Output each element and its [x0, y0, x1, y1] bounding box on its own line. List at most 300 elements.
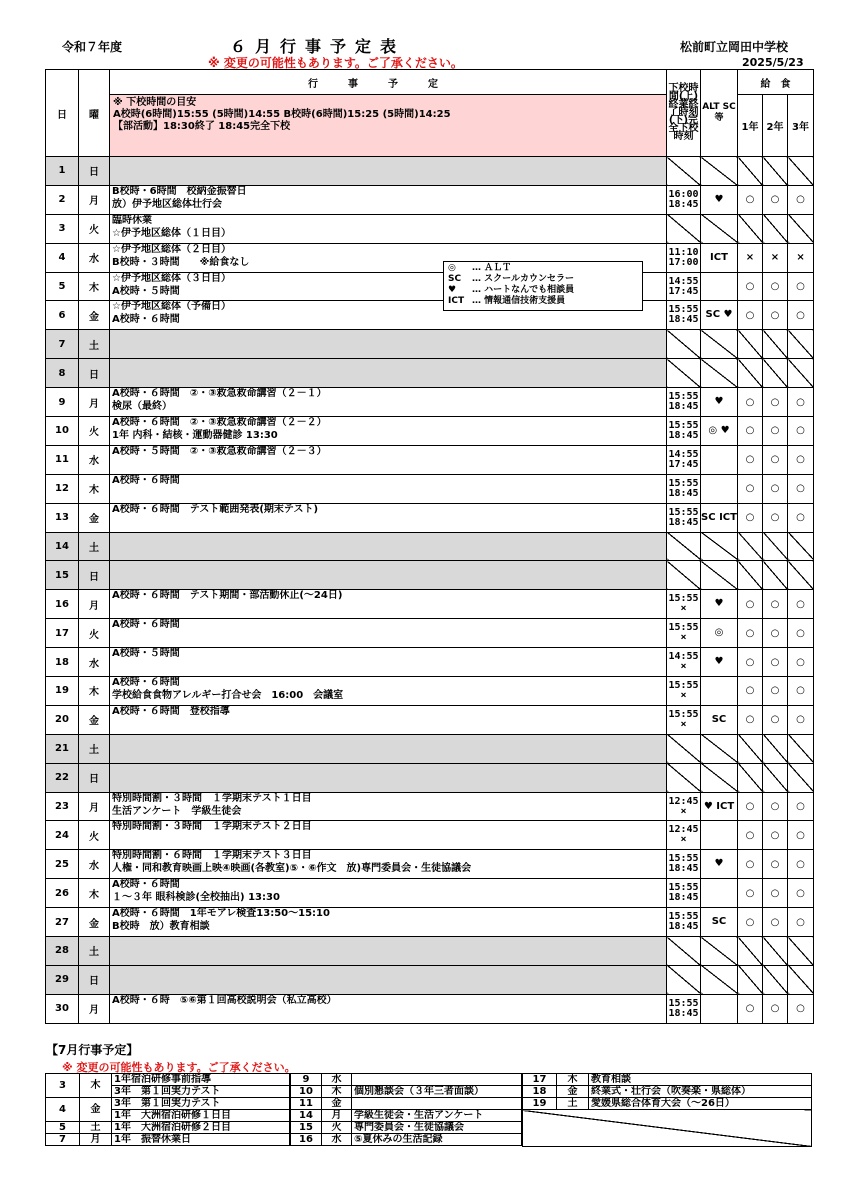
leave-time: 17:45	[668, 458, 699, 470]
weekday: 金	[79, 705, 110, 734]
support-staff: SC	[701, 908, 738, 937]
meal-grade-2: ×	[763, 243, 788, 272]
empty-cell	[701, 937, 738, 966]
meal-grade-3: ○	[788, 445, 814, 474]
july-event	[352, 1098, 522, 1110]
july-event: 1年 振替休業日	[112, 1134, 290, 1146]
empty-cell	[701, 763, 738, 792]
support-staff	[701, 272, 738, 301]
weekday: 木	[79, 879, 110, 908]
empty-cell	[738, 359, 763, 388]
july-event: 1年宿泊研修事前指導	[112, 1074, 290, 1086]
july-heading: 【7月行事予定】	[46, 1043, 139, 1057]
empty-cell	[523, 1110, 812, 1147]
july-table-2	[290, 1073, 522, 1146]
event-line: A校時・６時間	[112, 879, 180, 891]
day-row	[46, 330, 814, 359]
end-time: 15:55	[668, 708, 699, 720]
event-line: 検尿（最終）	[112, 401, 172, 413]
empty-cell	[788, 561, 814, 590]
july-event	[352, 1074, 522, 1086]
meal-grade-1: ○	[738, 185, 763, 214]
meal-grade-1: ○	[738, 821, 763, 850]
day-row	[46, 359, 814, 388]
end-time: 16:00	[668, 188, 699, 200]
event-cell	[110, 561, 667, 590]
weekday: 月	[79, 994, 110, 1023]
day-number: 15	[46, 561, 79, 590]
july-day: 18	[523, 1086, 557, 1098]
end-time: 15:55	[668, 622, 699, 634]
july-table-1	[45, 1073, 290, 1146]
legend-item	[448, 285, 638, 296]
event-cell	[110, 850, 667, 879]
event-cell	[110, 503, 667, 532]
july-event: ⑤夏休みの生活記録	[352, 1134, 522, 1146]
meal-grade-2: ○	[763, 417, 788, 446]
event-line: A校時・５時間	[112, 648, 180, 660]
dismissal-time	[667, 185, 701, 214]
day-row	[46, 879, 814, 908]
support-staff: ◎ ♥	[701, 417, 738, 446]
day-row	[46, 417, 814, 446]
july-row	[46, 1098, 290, 1110]
leave-time: ×	[680, 718, 687, 730]
weekday: 月	[79, 590, 110, 619]
end-time: 12:45	[668, 824, 699, 836]
note-line-2: 【部活動】18:30終了 18:45完全下校	[113, 121, 291, 132]
meal-grade-2: ○	[763, 792, 788, 821]
weekday: 土	[79, 532, 110, 561]
day-number: 28	[46, 937, 79, 966]
july-event: 3年 第１回実力テスト	[112, 1086, 290, 1098]
day-row	[46, 590, 814, 619]
weekday: 火	[79, 619, 110, 648]
july-day: 10	[291, 1086, 322, 1098]
day-number: 2	[46, 185, 79, 214]
july-weekday: 金	[322, 1098, 352, 1110]
school-year: 令和７年度	[62, 40, 123, 54]
empty-cell	[701, 157, 738, 186]
end-time: 14:55	[668, 275, 699, 287]
empty-cell	[667, 214, 701, 243]
end-time: 11:10	[668, 246, 699, 258]
meal-grade-1: ×	[738, 243, 763, 272]
event-line: A校時・６時間 登校指導	[112, 705, 230, 717]
event-cell	[110, 619, 667, 648]
header-time: 下校時間(上)終業終了時刻(下)完全下校時刻	[667, 70, 701, 157]
july-day: 15	[291, 1122, 322, 1134]
empty-cell	[763, 359, 788, 388]
day-number: 6	[46, 301, 79, 330]
meal-grade-2: ○	[763, 388, 788, 417]
day-number: 24	[46, 821, 79, 850]
empty-cell	[788, 214, 814, 243]
july-event: 教育相談	[589, 1074, 812, 1086]
event-line: B校時・３時間 ※給食なし	[112, 256, 250, 268]
end-time: 15:55	[668, 997, 699, 1009]
event-line: 人権・同和教育映画上映④映画(各教室)⑤・⑥作文 放)専門委員会・生徒協議会	[112, 863, 472, 875]
july-notice: ※ 変更の可能性もあります。ご了承ください。	[62, 1061, 296, 1074]
day-number: 21	[46, 734, 79, 763]
july-weekday: 水	[322, 1134, 352, 1146]
event-cell	[110, 648, 667, 677]
empty-cell	[701, 214, 738, 243]
event-line: A校時・６時間 ②・③救急救命講習（２－２）	[112, 417, 327, 429]
leave-time: 18:45	[668, 863, 699, 875]
header-grade-2: 2年	[763, 95, 788, 157]
leave-time: ×	[680, 689, 687, 701]
july-table-3	[522, 1073, 812, 1147]
july-row	[291, 1110, 522, 1122]
meal-grade-3: ○	[788, 879, 814, 908]
weekday: 日	[79, 359, 110, 388]
event-cell	[110, 994, 667, 1023]
meal-grade-1: ○	[738, 503, 763, 532]
meal-grade-3: ○	[788, 388, 814, 417]
event-cell	[110, 474, 667, 503]
empty-cell	[667, 937, 701, 966]
event-line: B校時・6時間 校納金振替日	[112, 185, 247, 197]
event-cell	[110, 417, 667, 446]
empty-cell	[667, 763, 701, 792]
legend-key: SC	[448, 274, 462, 284]
empty-cell	[788, 937, 814, 966]
july-event: 終業式・壮行会（吹奏楽・県総体）	[589, 1086, 812, 1098]
july-row	[523, 1086, 812, 1098]
day-number: 17	[46, 619, 79, 648]
day-row	[46, 532, 814, 561]
leave-time: 17:00	[668, 256, 699, 268]
header-grade-1: 1年	[738, 95, 763, 157]
legend-text: … ＡＬＴ	[472, 263, 512, 273]
event-cell	[110, 157, 667, 186]
event-line: A校時・５時間	[112, 285, 180, 297]
end-time: 15:55	[668, 391, 699, 403]
meal-grade-3: ○	[788, 619, 814, 648]
event-line: A校時・６時間	[112, 474, 180, 486]
meal-grade-1: ○	[738, 445, 763, 474]
july-event: 個別懇談会（３年三者面談）	[352, 1086, 522, 1098]
weekday: 金	[79, 908, 110, 937]
july-empty-row	[523, 1110, 812, 1147]
day-row	[46, 388, 814, 417]
support-staff	[701, 677, 738, 706]
empty-cell	[763, 330, 788, 359]
event-line: B校時 放）教育相談	[112, 921, 210, 933]
leave-time: 18:45	[668, 1007, 699, 1019]
dismissal-time	[667, 503, 701, 532]
meal-grade-1: ○	[738, 677, 763, 706]
day-number: 16	[46, 590, 79, 619]
weekday: 火	[79, 214, 110, 243]
event-line: 特別時間割・３時間 １学期末テスト１日目	[112, 792, 312, 804]
event-cell	[110, 388, 667, 417]
day-number: 3	[46, 214, 79, 243]
day-row	[46, 243, 814, 272]
note-title: ※ 下校時間の目安	[113, 97, 197, 108]
empty-cell	[763, 734, 788, 763]
event-line: ☆伊予地区総体（１日目）	[112, 227, 231, 239]
weekday: 日	[79, 561, 110, 590]
dismissal-time	[667, 908, 701, 937]
meal-grade-2: ○	[763, 619, 788, 648]
meal-grade-2: ○	[763, 474, 788, 503]
weekday: 木	[79, 474, 110, 503]
support-staff: SC	[701, 705, 738, 734]
day-row	[46, 850, 814, 879]
day-row	[46, 185, 814, 214]
empty-cell	[788, 532, 814, 561]
july-row	[46, 1134, 290, 1146]
legend-text: … スクールカウンセラー	[472, 274, 574, 284]
meal-grade-1: ○	[738, 388, 763, 417]
legend-box	[443, 261, 643, 311]
meal-grade-2: ○	[763, 272, 788, 301]
empty-cell	[763, 157, 788, 186]
meal-grade-3: ○	[788, 792, 814, 821]
day-row	[46, 734, 814, 763]
empty-cell	[763, 532, 788, 561]
event-line: A校時・６時 ⑤⑥第１回高校説明会（私立高校）	[112, 994, 337, 1006]
support-staff: ♥	[701, 648, 738, 677]
july-weekday: 火	[322, 1122, 352, 1134]
day-number: 14	[46, 532, 79, 561]
header-meal: 給 食	[738, 70, 814, 95]
end-time: 12:45	[668, 795, 699, 807]
empty-cell	[738, 330, 763, 359]
meal-grade-1: ○	[738, 619, 763, 648]
empty-cell	[667, 157, 701, 186]
day-row	[46, 677, 814, 706]
issue-date: 2025/5/23	[742, 56, 804, 69]
dismissal-time	[667, 272, 701, 301]
day-row	[46, 994, 814, 1023]
day-row	[46, 965, 814, 994]
event-cell	[110, 908, 667, 937]
event-line: A校時・５時間 ②・③救急救命講習（２－３）	[112, 445, 327, 457]
dismissal-time	[667, 445, 701, 474]
day-number: 26	[46, 879, 79, 908]
july-row	[291, 1074, 522, 1086]
day-row	[46, 619, 814, 648]
empty-cell	[788, 763, 814, 792]
meal-grade-3: ○	[788, 185, 814, 214]
day-number: 18	[46, 648, 79, 677]
meal-grade-1: ○	[738, 301, 763, 330]
header-alt: ALT SC等	[701, 70, 738, 157]
empty-cell	[738, 937, 763, 966]
empty-cell	[763, 561, 788, 590]
empty-cell	[667, 359, 701, 388]
july-row	[291, 1086, 522, 1098]
legend-key: ICT	[448, 296, 465, 306]
support-staff: ♥	[701, 388, 738, 417]
event-cell	[110, 590, 667, 619]
day-number: 5	[46, 272, 79, 301]
day-row	[46, 648, 814, 677]
legend-key: ◎	[448, 263, 456, 273]
meal-grade-1: ○	[738, 474, 763, 503]
day-number: 20	[46, 705, 79, 734]
empty-cell	[788, 734, 814, 763]
empty-cell	[701, 330, 738, 359]
weekday: 水	[79, 648, 110, 677]
dismissal-time	[667, 243, 701, 272]
day-number: 9	[46, 388, 79, 417]
day-row	[46, 503, 814, 532]
meal-grade-1: ○	[738, 908, 763, 937]
header-grade-3: 3年	[788, 95, 814, 157]
dismissal-time	[667, 301, 701, 330]
meal-grade-3: ○	[788, 821, 814, 850]
event-line: 学校給食食物アレルギー打合せ会 16:00 会議室	[112, 690, 344, 702]
event-cell	[110, 763, 667, 792]
event-cell	[110, 879, 667, 908]
legend-key: ♥	[448, 285, 457, 295]
header-day: 日	[46, 70, 79, 157]
event-cell	[110, 677, 667, 706]
support-staff: SC ICT	[701, 503, 738, 532]
weekday: 水	[79, 850, 110, 879]
weekday: 月	[79, 792, 110, 821]
event-cell	[110, 734, 667, 763]
meal-grade-1: ○	[738, 417, 763, 446]
july-row	[523, 1098, 812, 1110]
schedule-table	[45, 69, 814, 1024]
meal-grade-1: ○	[738, 994, 763, 1023]
day-number: 11	[46, 445, 79, 474]
day-row	[46, 445, 814, 474]
day-row	[46, 763, 814, 792]
event-line: 放）伊予地区総体壮行会	[112, 198, 222, 210]
empty-cell	[788, 359, 814, 388]
weekday: 日	[79, 763, 110, 792]
meal-grade-2: ○	[763, 994, 788, 1023]
dismissal-time	[667, 590, 701, 619]
day-row	[46, 792, 814, 821]
dismissal-note	[110, 95, 667, 157]
empty-cell	[763, 965, 788, 994]
support-staff: ◎	[701, 619, 738, 648]
july-row	[46, 1074, 290, 1086]
empty-cell	[701, 734, 738, 763]
empty-cell	[763, 763, 788, 792]
support-staff: ♥ ICT	[701, 792, 738, 821]
event-cell	[110, 445, 667, 474]
july-weekday: 水	[322, 1074, 352, 1086]
day-row	[46, 705, 814, 734]
support-staff	[701, 474, 738, 503]
weekday: 木	[79, 677, 110, 706]
weekday: 火	[79, 821, 110, 850]
empty-cell	[738, 157, 763, 186]
empty-cell	[667, 561, 701, 590]
empty-cell	[788, 157, 814, 186]
support-staff: ♥	[701, 590, 738, 619]
meal-grade-3: ○	[788, 705, 814, 734]
event-line: 生活アンケート 学級生徒会	[112, 805, 242, 817]
july-event: 1年 大洲宿泊研修２日目	[112, 1122, 290, 1134]
july-day: 14	[291, 1110, 322, 1122]
weekday: 土	[79, 330, 110, 359]
july-day: 5	[46, 1122, 80, 1134]
leave-time: 18:45	[668, 429, 699, 441]
dismissal-time	[667, 648, 701, 677]
weekday: 金	[79, 301, 110, 330]
day-row	[46, 214, 814, 243]
event-cell	[110, 359, 667, 388]
july-event: 3年 第１回実力テスト	[112, 1098, 290, 1110]
day-number: 22	[46, 763, 79, 792]
support-staff: ICT	[701, 243, 738, 272]
meal-grade-2: ○	[763, 503, 788, 532]
empty-cell	[763, 214, 788, 243]
dismissal-time	[667, 792, 701, 821]
weekday: 日	[79, 157, 110, 186]
support-staff: ♥	[701, 850, 738, 879]
dismissal-time	[667, 388, 701, 417]
empty-cell	[738, 734, 763, 763]
july-event: 1年 大洲宿泊研修１日目	[112, 1110, 290, 1122]
weekday: 土	[79, 937, 110, 966]
meal-grade-3: ○	[788, 677, 814, 706]
empty-cell	[788, 965, 814, 994]
event-line: ☆伊予地区総体（予備日）	[112, 301, 231, 313]
july-day: 3	[46, 1074, 80, 1098]
july-row	[291, 1134, 522, 1146]
day-number: 4	[46, 243, 79, 272]
meal-grade-1: ○	[738, 850, 763, 879]
event-line: 1年 内科・結核・運動器健診 13:30	[112, 430, 278, 442]
event-cell	[110, 532, 667, 561]
dismissal-time	[667, 705, 701, 734]
july-day: 16	[291, 1134, 322, 1146]
event-line: A校時・６時間 ②・③救急救命講習（２－１）	[112, 388, 327, 400]
leave-time: 18:45	[668, 314, 699, 326]
day-number: 10	[46, 417, 79, 446]
event-cell	[110, 330, 667, 359]
july-day: 4	[46, 1098, 80, 1122]
empty-cell	[667, 532, 701, 561]
meal-grade-2: ○	[763, 445, 788, 474]
leave-time: ×	[680, 661, 687, 673]
legend-item	[448, 274, 638, 285]
leave-time: 18:45	[668, 401, 699, 413]
day-row	[46, 474, 814, 503]
dismissal-time	[667, 879, 701, 908]
day-row	[46, 157, 814, 186]
meal-grade-2: ○	[763, 185, 788, 214]
weekday: 木	[79, 272, 110, 301]
dismissal-time	[667, 850, 701, 879]
event-line: ☆伊予地区総体（２日目）	[112, 243, 231, 255]
july-weekday: 土	[557, 1098, 589, 1110]
leave-time: 18:45	[668, 516, 699, 528]
day-number: 1	[46, 157, 79, 186]
day-row	[46, 561, 814, 590]
meal-grade-3: ○	[788, 590, 814, 619]
day-number: 19	[46, 677, 79, 706]
july-weekday: 月	[80, 1134, 112, 1146]
support-staff	[701, 821, 738, 850]
leave-time: ×	[680, 632, 687, 644]
meal-grade-3: ○	[788, 301, 814, 330]
note-line-1: A校時(6時間)15:55 (5時間)14:55 B校時(6時間)15:25 (5時間)14:25	[113, 109, 451, 120]
july-weekday: 木	[557, 1074, 589, 1086]
event-line: A校時・６時間	[112, 619, 180, 631]
meal-grade-2: ○	[763, 648, 788, 677]
